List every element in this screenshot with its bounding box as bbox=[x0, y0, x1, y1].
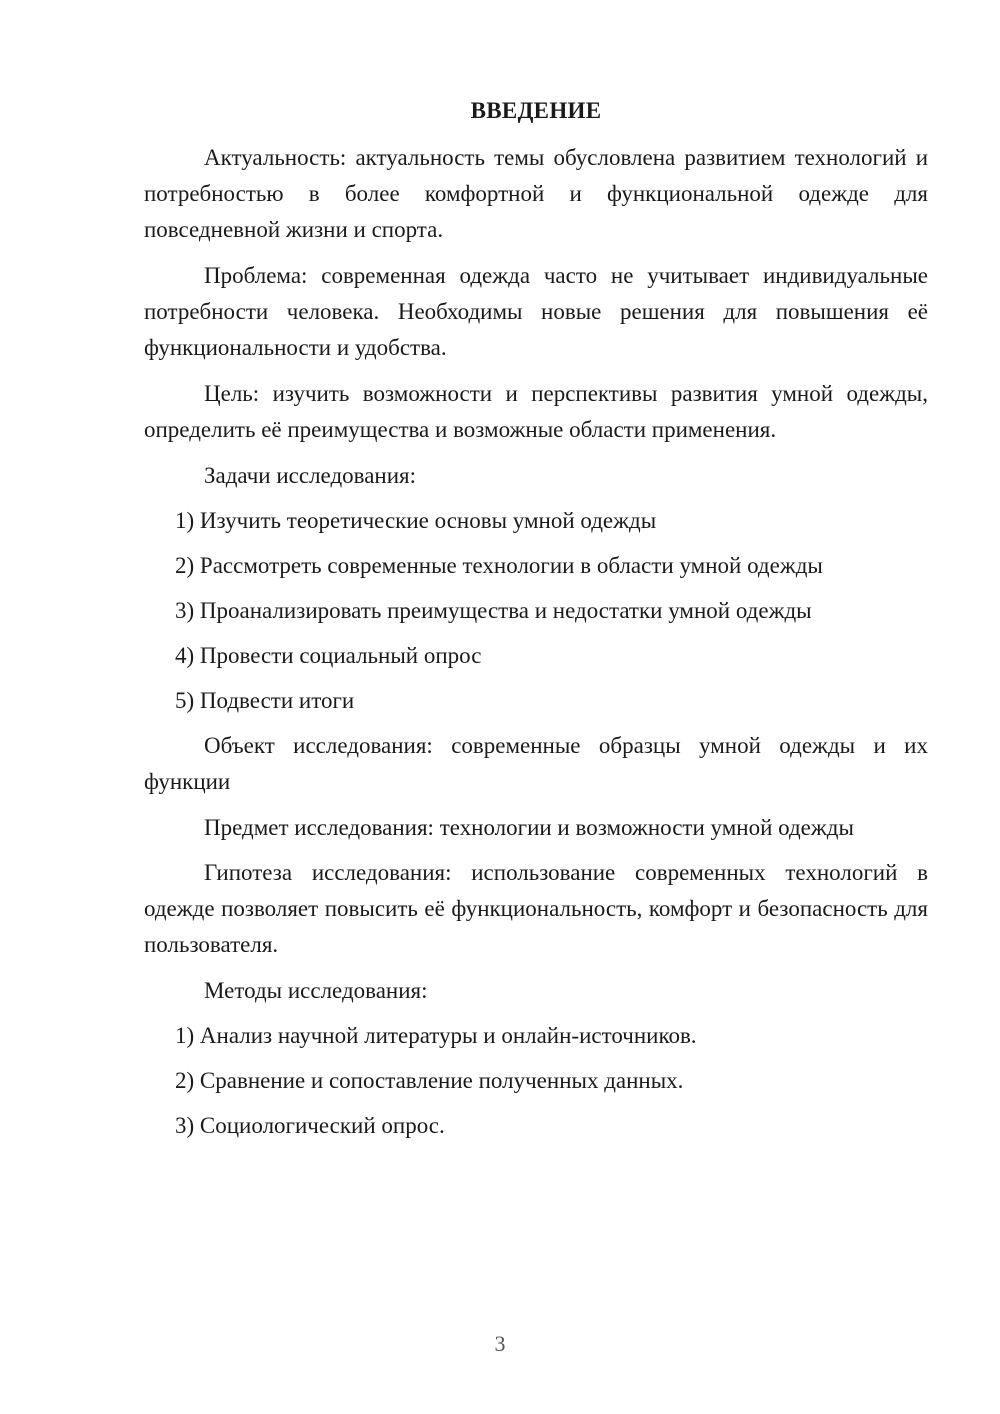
page-number: 3 bbox=[494, 1331, 506, 1356]
list-item: 3) Проанализировать преимущества и недостатки умной одежды bbox=[175, 598, 812, 623]
list-item: 1) Изучить теоретические основы умной одежды bbox=[175, 508, 657, 533]
list-item: 3) Социологический опрос. bbox=[175, 1113, 445, 1138]
list-item: 5) Подвести итоги bbox=[175, 688, 355, 713]
subject-paragraph: Предмет исследования: технологии и возможности умной одежды bbox=[204, 815, 854, 840]
tasks-heading: Задачи исследования: bbox=[204, 463, 417, 488]
list-item: 4) Провести социальный опрос bbox=[175, 643, 482, 668]
relevance-paragraph: Актуальность: актуальность темы обусловлена развитием технологий и потребностью в более комфортной и функциональной одежде для повседневной жизни и спорта. bbox=[144, 145, 928, 242]
document-body bbox=[144, 140, 928, 1153]
methods-list bbox=[144, 1018, 928, 1144]
list-item: 2) Сравнение и сопоставление полученных данных. bbox=[175, 1068, 684, 1093]
tasks-list bbox=[144, 503, 928, 719]
list-item: 1) Анализ научной литературы и онлайн-источников. bbox=[175, 1023, 697, 1048]
object-paragraph: Объект исследования: современные образцы умной одежды и их функции bbox=[144, 733, 928, 794]
hypothesis-paragraph: Гипотеза исследования: использование современных технологий в одежде позволяет повысить её функциональность, комфорт и безопасность для пользователя. bbox=[144, 860, 928, 957]
section-title: ВВЕДЕНИЕ bbox=[470, 98, 602, 123]
list-item: 2) Рассмотреть современные технологии в области умной одежды bbox=[175, 553, 823, 578]
goal-paragraph: Цель: изучить возможности и перспективы развития умной одежды, определить её преимущества и возможные области применения. bbox=[144, 381, 928, 442]
problem-paragraph: Проблема: современная одежда часто не учитывает индивидуальные потребности человека. Необходимы новые решения для повышения её функциональности и удобства. bbox=[144, 263, 928, 360]
methods-heading: Методы исследования: bbox=[204, 978, 428, 1003]
